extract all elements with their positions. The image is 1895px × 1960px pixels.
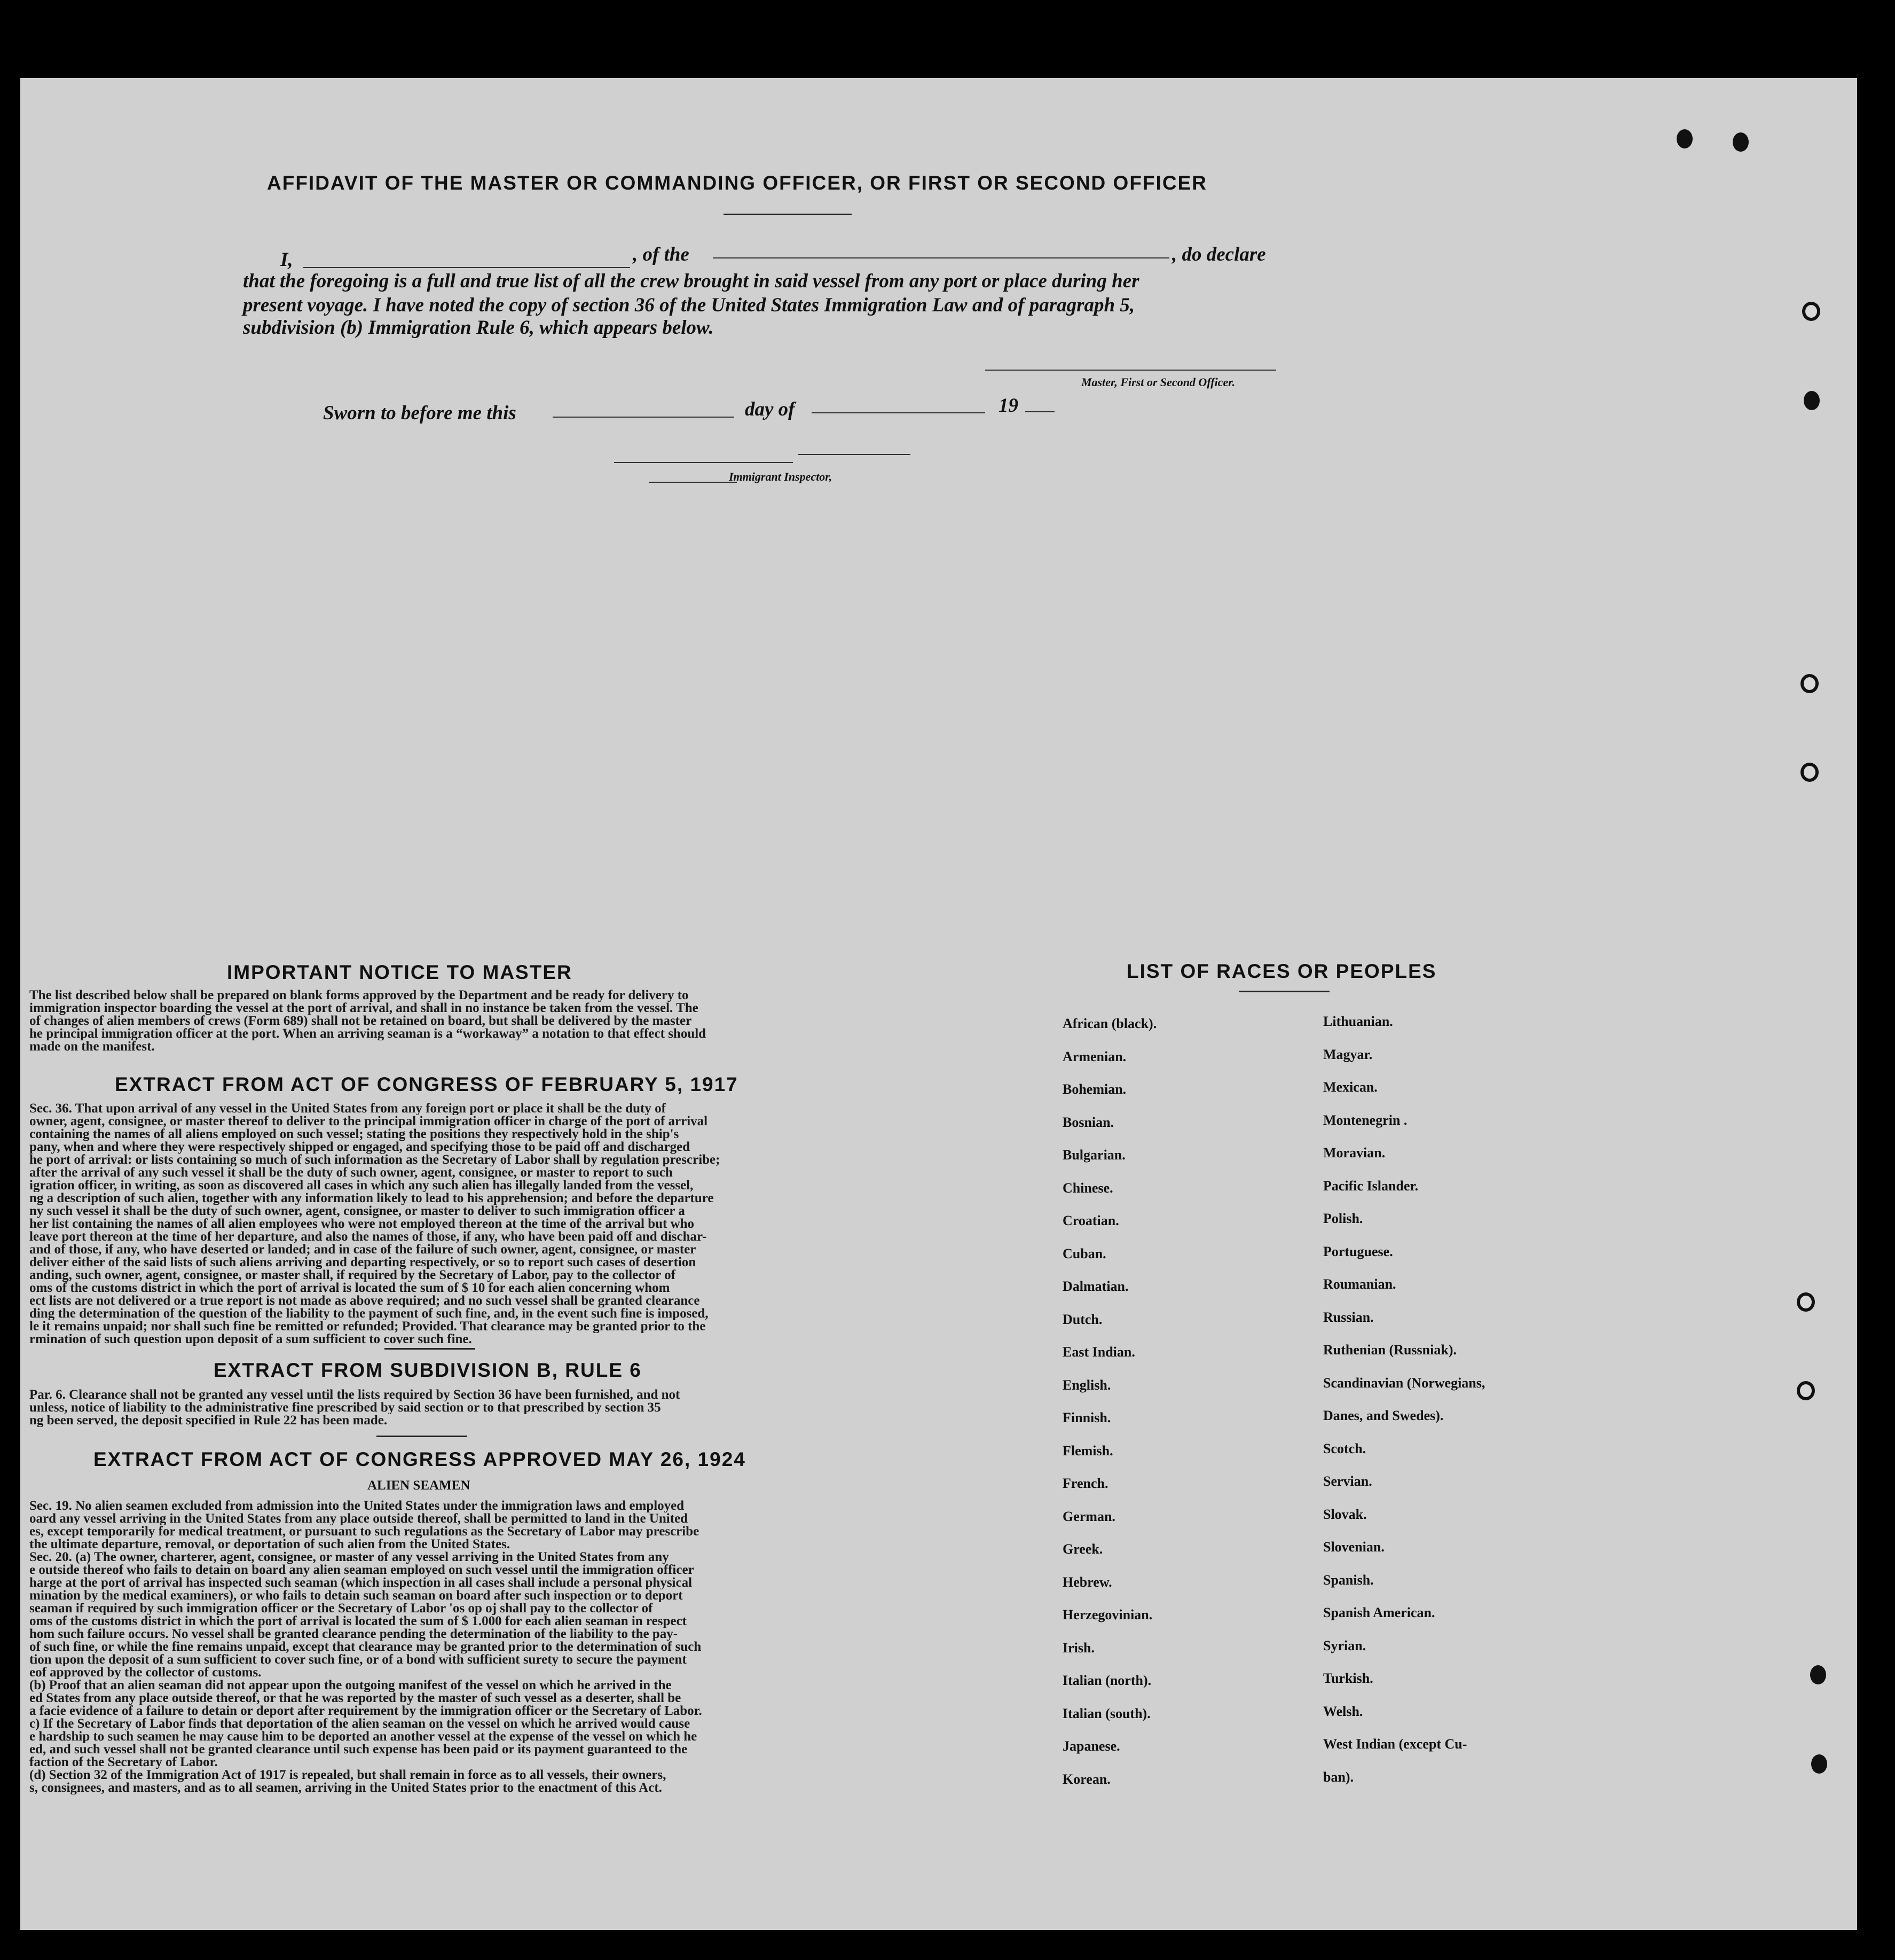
race-item: Moravian. bbox=[1323, 1145, 1386, 1161]
race-item: French. bbox=[1063, 1476, 1108, 1491]
race-item: African (black). bbox=[1063, 1016, 1157, 1031]
alien-seamen-subtitle: ALIEN SEAMEN bbox=[367, 1478, 470, 1493]
text-line: immigration inspector boarding the vessel at the port of arrival, and shall in no instance be taken from the vessel. The bbox=[29, 1002, 698, 1015]
race-item: Scotch. bbox=[1323, 1440, 1366, 1456]
text-line: he port of arrival: or lists containing so much of such information as the Secretary of Labor shall by regulation prescribe; bbox=[29, 1154, 720, 1166]
subdivision-b-title: EXTRACT FROM SUBDIVISION B, RULE 6 bbox=[214, 1359, 642, 1381]
affidavit-line: subdivision (b) Immigration Rule 6, which appears below. bbox=[243, 317, 714, 339]
race-item: Italian (north). bbox=[1063, 1673, 1152, 1688]
text-line: e outside thereof who fails to detain on board any alien seaman employed on such vessel until the immigration officer bbox=[29, 1564, 694, 1577]
divider bbox=[376, 1436, 467, 1437]
text-line: ect lists are not delivered or a true report is not made as above required; and no such vessel shall be granted clearance bbox=[29, 1295, 700, 1307]
race-item: Bulgarian. bbox=[1063, 1147, 1126, 1163]
race-item: Slovak. bbox=[1323, 1506, 1367, 1522]
text-line: rmination of such question upon deposit of a sum sufficient to cover such fine. bbox=[29, 1333, 472, 1346]
text-line: The list described below shall be prepared on blank forms approved by the Department and be ready for delivery to bbox=[29, 989, 689, 1002]
text-line: ed States from any place outside thereof, or that he was reported by the master of such vessel as a deserter, shall be bbox=[29, 1692, 681, 1705]
text-line: of such fine, or while the fine remains unpaid, except that clearance may be granted prior to the determination of such bbox=[29, 1641, 702, 1653]
race-item: Finnish. bbox=[1063, 1410, 1111, 1425]
race-item: Irish. bbox=[1063, 1640, 1095, 1656]
text-line: pany, when and where they were respectively shipped or engaged, and specifying those to be paid off and discharged bbox=[29, 1141, 690, 1154]
race-item: ban). bbox=[1323, 1769, 1354, 1785]
race-item: Italian (south). bbox=[1063, 1705, 1151, 1721]
notice-body bbox=[29, 989, 806, 1053]
affidavit-line: present voyage. I have noted the copy of section 36 of the United States Immigration Law and of paragraph 5, bbox=[243, 294, 1135, 316]
punch-hole-icon bbox=[1804, 391, 1820, 410]
text-line: igration officer, in writing, as soon as discovered all cases in which any such alien has illegally landed from the vessel, bbox=[29, 1179, 694, 1192]
text-line: a facie evidence of a failure to detain or deport after requirement by the immigration officer or the Secretary of Labor. bbox=[29, 1705, 702, 1718]
race-item: Scandinavian (Norwegians, bbox=[1323, 1375, 1485, 1391]
text-line: ed, and such vessel shall not be granted clearance until such expense has been paid or its payment guaranteed to the bbox=[29, 1743, 688, 1756]
inspector-blank bbox=[649, 482, 737, 483]
race-item: Polish. bbox=[1323, 1211, 1363, 1226]
extract-1924-body bbox=[29, 1500, 806, 1794]
text-line: made on the manifest. bbox=[29, 1040, 155, 1053]
race-item: Mexican. bbox=[1323, 1079, 1378, 1095]
race-item: West Indian (except Cu- bbox=[1323, 1736, 1467, 1752]
punch-hole-icon bbox=[1810, 1665, 1826, 1684]
race-item: East Indian. bbox=[1063, 1344, 1135, 1360]
text-line: eof approved by the collector of customs. bbox=[29, 1666, 262, 1679]
subdivision-b-body bbox=[29, 1389, 806, 1427]
extract-1917-body bbox=[29, 1102, 806, 1346]
year-blank bbox=[1025, 411, 1055, 412]
race-item: Bosnian. bbox=[1063, 1114, 1114, 1130]
affidavit-do-declare: , do declare bbox=[1172, 244, 1266, 265]
punch-hole-icon bbox=[1797, 1381, 1815, 1400]
race-item: Turkish. bbox=[1323, 1671, 1373, 1686]
divider bbox=[1239, 991, 1330, 992]
race-item: Chinese. bbox=[1063, 1180, 1113, 1196]
race-item: Greek. bbox=[1063, 1541, 1103, 1557]
race-item: Ruthenian (Russniak). bbox=[1323, 1342, 1457, 1358]
punch-hole-icon bbox=[1800, 763, 1819, 782]
punch-hole-icon bbox=[1677, 129, 1693, 148]
race-item: Cuban. bbox=[1063, 1245, 1106, 1261]
race-item: Flemish. bbox=[1063, 1442, 1113, 1459]
text-line: c) If the Secretary of Labor finds that deportation of the alien seaman on the vessel on which he arrived would cause bbox=[29, 1718, 690, 1730]
text-line: ng a description of such alien, together with any information likely to lead to his apprehension; and before the departure bbox=[29, 1192, 714, 1205]
inspector-blank bbox=[614, 462, 793, 463]
text-line: ny such vessel it shall be the duty of such owner, agent, consignee, or master to deliver to such immigration officer a bbox=[29, 1205, 685, 1218]
text-line: harge at the port of arrival has inspected such seaman (which inspection in all cases shall include a personal physical bbox=[29, 1577, 693, 1589]
extract-1917-title: EXTRACT FROM ACT OF CONGRESS OF FEBRUARY 5, 1917 bbox=[115, 1073, 738, 1095]
race-item: German. bbox=[1063, 1508, 1115, 1524]
race-item: Magyar. bbox=[1323, 1046, 1373, 1062]
inspector-blank bbox=[798, 454, 910, 455]
text-line: and of those, if any, who have deserted or landed; and in case of the failure of such owner, agent, consignee, or master bbox=[29, 1243, 696, 1256]
text-line: Sec. 20. (a) The owner, charterer, agent, consignee, or master of any vessel arriving in the United States from any bbox=[29, 1551, 669, 1564]
affidavit-title: AFFIDAVIT OF THE MASTER OR COMMANDING OFFICER, OR FIRST OR SECOND OFFICER bbox=[267, 172, 1207, 194]
text-line: owner, agent, consignee, or master thereof to deliver to the principal immigration officer in charge of the port of arrival bbox=[29, 1115, 708, 1128]
name-blank bbox=[303, 267, 630, 268]
punch-hole-icon bbox=[1800, 674, 1819, 693]
race-item: Servian. bbox=[1323, 1473, 1372, 1489]
races-title: LIST OF RACES OR PEOPLES bbox=[1127, 960, 1437, 982]
text-line: oard any vessel arriving in the United States from any place outside thereof, shall be permitted to land in the United bbox=[29, 1512, 688, 1525]
race-item: Roumanian. bbox=[1323, 1276, 1396, 1292]
race-item: Montenegrin . bbox=[1323, 1112, 1408, 1128]
punch-hole-icon bbox=[1811, 1754, 1827, 1774]
text-line: ng been served, the deposit specified in Rule 22 has been made. bbox=[29, 1414, 388, 1427]
text-line: after the arrival of any such vessel it shall be the duty of such owner, agent, consignee, or master to report to such bbox=[29, 1166, 673, 1179]
text-line: leave port thereon at the time of her departure, and also the names of those, if any, who have been paid off and dischar- bbox=[29, 1230, 707, 1243]
text-line: Sec. 19. No alien seamen excluded from admission into the United States under the immigration laws and employed bbox=[29, 1500, 685, 1512]
text-line: of changes of alien members of crews (Form 689) shall not be retained on board, but shall be delivered by the master bbox=[29, 1015, 692, 1028]
race-item: Syrian. bbox=[1323, 1637, 1366, 1653]
text-line: es, except temporarily for medical treatment, or pursuant to such regulations as the Secretary of Labor may prescribe bbox=[29, 1525, 699, 1538]
race-item: Slovenian. bbox=[1323, 1539, 1385, 1555]
race-item: Armenian. bbox=[1063, 1048, 1127, 1064]
text-line: he principal immigration officer at the port. When an arriving seaman is a “workaway” a notation to that effect should bbox=[29, 1028, 706, 1040]
race-item: Spanish American. bbox=[1323, 1605, 1435, 1620]
race-item: Spanish. bbox=[1323, 1572, 1374, 1588]
month-blank bbox=[812, 412, 985, 413]
race-item: English. bbox=[1063, 1377, 1111, 1393]
text-line: unless, notice of liability to the administrative fine prescribed by said section or to that prescribed by section 35 bbox=[29, 1401, 661, 1414]
race-item: Japanese. bbox=[1063, 1738, 1120, 1754]
vessel-blank bbox=[713, 257, 1169, 258]
text-line: (d) Section 32 of the Immigration Act of 1917 is repealed, but shall remain in force as to all vessels, their owners, bbox=[29, 1769, 666, 1782]
punch-hole-icon bbox=[1733, 132, 1749, 152]
text-line: deliver either of the said lists of such aliens arriving and departing respectively, or so to report such cases of desertion bbox=[29, 1256, 696, 1269]
sworn-label: Sworn to before me this bbox=[323, 402, 516, 424]
affidavit-of-the: , of the bbox=[633, 244, 689, 265]
race-item: Portuguese. bbox=[1323, 1243, 1393, 1259]
punch-hole-icon bbox=[1797, 1292, 1815, 1312]
race-item: Hebrew. bbox=[1063, 1574, 1112, 1590]
race-item: Bohemian. bbox=[1063, 1081, 1127, 1097]
text-line: anding, such owner, agent, consignee, or master shall, if required by the Secretary of Labor, pay to the collector of bbox=[29, 1269, 675, 1282]
day-of-label: day of bbox=[745, 398, 795, 420]
text-line: e hardship to such seamen he may cause him to be deported an another vessel at the expense of the vessel on which he bbox=[29, 1730, 697, 1743]
text-line: seaman if required by such immigration officer or the Secretary of Labor 'os op oj shall pay to the collector of bbox=[29, 1602, 653, 1615]
text-line: (b) Proof that an alien seaman did not appear upon the outgoing manifest of the vessel on which he arrived in the bbox=[29, 1679, 672, 1692]
text-line: mination by the medical examiners), or who fails to detain such seaman on board after such inspection or to deport bbox=[29, 1589, 683, 1602]
text-line: oms of the customs district in which the port of arrival is located the sum of $ 1.000 for each alien seaman in respect bbox=[29, 1615, 687, 1628]
race-item: Korean. bbox=[1063, 1771, 1111, 1787]
race-item: Dalmatian. bbox=[1063, 1279, 1129, 1294]
text-line: hom such failure occurs. No vessel shall be granted clearance pending the determination of the liability to the pay- bbox=[29, 1628, 678, 1641]
text-line: the ultimate departure, removal, or deportation of such alien from the United States. bbox=[29, 1538, 510, 1551]
day-blank bbox=[553, 417, 734, 418]
affidavit-i-label: I, bbox=[280, 249, 293, 271]
affidavit-line: that the foregoing is a full and true list of all the crew brought in said vessel from any port or place during her bbox=[243, 270, 1139, 292]
text-line: faction of the Secretary of Labor. bbox=[29, 1756, 218, 1769]
text-line: Par. 6. Clearance shall not be granted any vessel until the lists required by Section 36 have been furnished, and not bbox=[29, 1389, 680, 1401]
text-line: oms of the customs district in which the port of arrival is located the sum of $ 10 for each alien concerning whom bbox=[29, 1282, 670, 1295]
race-item: Dutch. bbox=[1063, 1311, 1103, 1327]
race-item: Danes, and Swedes). bbox=[1323, 1408, 1444, 1423]
text-line: her list containing the names of all alien employees who were not employed thereon at the time of the arrival but who bbox=[29, 1218, 695, 1230]
inspector-caption: Immigrant Inspector, bbox=[729, 470, 832, 483]
race-item: Lithuanian. bbox=[1323, 1014, 1393, 1029]
race-item: Russian. bbox=[1323, 1309, 1374, 1325]
text-line: ding the determination of the question of the liability to the payment of such fine, and, in the event such fine is imposed, bbox=[29, 1307, 709, 1320]
divider bbox=[724, 214, 852, 215]
year-label: 19 bbox=[998, 395, 1018, 417]
extract-1924-title: EXTRACT FROM ACT OF CONGRESS APPROVED MAY 26, 1924 bbox=[93, 1448, 746, 1470]
signature-blank bbox=[985, 370, 1276, 371]
text-line: containing the names of all aliens employed on such vessel; stating the positions they respectively hold in the ship's bbox=[29, 1128, 679, 1141]
notice-title: IMPORTANT NOTICE TO MASTER bbox=[227, 961, 572, 983]
divider bbox=[384, 1348, 475, 1350]
text-line: s, consignees, and masters, and as to all seamen, arriving in the United States prior to the enactment of this Act. bbox=[29, 1782, 662, 1794]
race-item: Welsh. bbox=[1323, 1703, 1363, 1719]
race-item: Croatian. bbox=[1063, 1213, 1119, 1228]
punch-hole-icon bbox=[1802, 302, 1820, 321]
text-line: Sec. 36. That upon arrival of any vessel in the United States from any foreign port or place it shall be the duty of bbox=[29, 1102, 666, 1115]
signature-caption: Master, First or Second Officer. bbox=[1081, 375, 1236, 389]
race-item: Herzegovinian. bbox=[1063, 1607, 1153, 1622]
text-line: le it remains unpaid; nor shall such fine be remitted or refunded; Provided. That clearance may be granted prior to the bbox=[29, 1320, 706, 1333]
race-item: Pacific Islander. bbox=[1323, 1178, 1419, 1194]
text-line: tion upon the deposit of a sum sufficient to cover such fine, or of a bond with sufficient surety to secure the payment bbox=[29, 1653, 687, 1666]
